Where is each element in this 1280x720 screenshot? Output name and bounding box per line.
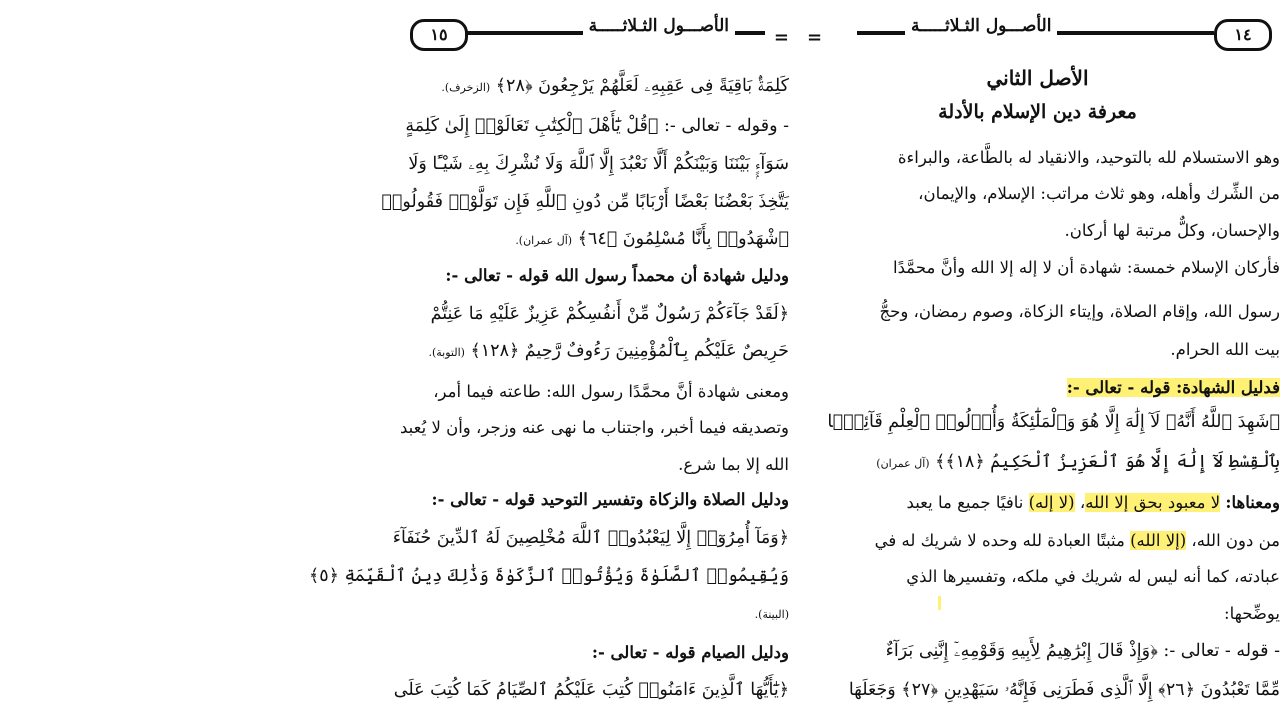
section-title: الأصل الثاني xyxy=(986,66,1089,90)
verse-line-2-text: بِٱلْقِسْطِ لَآ إِلَٰهَ إِلَّا هُوَ ٱلْعَزِيزُ ٱلْحَكِيمُ ﴿١٨﴾﴾ xyxy=(935,452,1280,472)
verse-line-1: ﴿شَهِدَ ٱللَّهُ أَنَّهُۥ لَآ إِلَٰهَ إِلَّا هُوَ وَٱلْمَلَٰٓئِكَةُ وَأُو۟لُوا۟ ٱلْعِلْمِ قَآئِمًۢا xyxy=(827,412,1280,432)
left-line-8 xyxy=(428,341,789,361)
left-line-9: ومعنى شهادة أنَّ محمَّدًا رسول الله: طاعته فيما أمر، xyxy=(433,382,789,401)
right-page xyxy=(795,0,1280,720)
right-page-header xyxy=(795,14,1280,50)
left-line-3: سَوَآءٍۭ بَيْنَنَا وَبَيْنَكُمْ أَلَّا نَعْبُدَ إِلَّا ٱللَّهَ وَلَا نُشْرِكَ بِهِۦ شَيْـًٔا وَلَا xyxy=(408,154,789,174)
left-line-1-text: كَلِمَةًۢ بَاقِيَةً فِى عَقِبِهِۦ لَعَلَّهُمْ يَرْجِعُونَ ﴿٢٨﴾ xyxy=(495,76,789,96)
left-line-1-ref: (الزخرف). xyxy=(441,81,491,94)
meaning-highlight-3: (إلا الله) xyxy=(1130,531,1187,550)
left-line-8-text: حَرِيصٌ عَلَيْكُم بِٱلْمُؤْمِنِينَ رَءُوفٌ رَّحِيمٌ ﴿١٢٨﴾ xyxy=(470,341,789,361)
verse-line-3: - قوله - تعالى -: ﴿وَإِذْ قَالَ إِبْرَٰهِيمُ لِأَبِيهِ وَقَوْمِهِۦٓ إِنَّنِى بَرَآءٌ xyxy=(885,641,1280,661)
verse-line-4: مِّمَّا تَعْبُدُونَ ﴿٢٦﴾ إِلَّا ٱلَّذِى فَطَرَنِى فَإِنَّهُۥ سَيَهْدِينِ ﴿٢٧﴾ وَجَعَلَهَا xyxy=(848,680,1280,700)
left-line-15: ودليل الصيام قوله - تعالى -: xyxy=(591,643,789,662)
header-ornament: = xyxy=(807,27,823,48)
left-line-7: ﴿لَقَدْ جَآءَكُمْ رَسُولٌ مِّنْ أَنفُسِكُمْ عَزِيزٌ عَلَيْهِ مَا عَنِتُّمْ xyxy=(430,304,789,324)
left-line-4: يَتَّخِذَ بَعْضُنَا بَعْضًا أَرْبَابًا مِّن دُونِ ٱللَّهِ فَإِن تَوَلَّوْا۟ فَقُولُوا۟ xyxy=(381,192,789,212)
meaning-line-1: ومعناها: لا معبود بحق إلا الله، (لا إله) نافيًا جميع ما يعبد xyxy=(906,493,1280,512)
left-line-8-ref: (التوبة). xyxy=(428,346,465,359)
left-page-header xyxy=(400,14,795,50)
paragraph-line-4: فأركان الإسلام خمسة: شهادة أن لا إله إلا الله وأنَّ محمَّدًا xyxy=(893,258,1280,277)
meaning-highlight-1: لا معبود بحق إلا الله xyxy=(1085,493,1221,512)
meaning-line-3: عبادته، كما أنه ليس له شريك في ملكه، وتفسيرها الذي xyxy=(906,567,1280,586)
right-running-title: الأصـــول الثـلاثـــــة xyxy=(905,16,1057,36)
evidence-label-highlight: فدليل الشهادة: قوله - تعالى -: xyxy=(1066,378,1280,397)
left-line-11: الله إلا بما شرع. xyxy=(678,455,789,474)
left-line-5-ref: (آل عمران). xyxy=(515,234,573,247)
left-line-6: ودليل شهادة أن محمداً رسول الله قوله - تعالى -: xyxy=(445,266,789,285)
meaning-line-2 xyxy=(875,531,1280,550)
left-line-2: - وقوله - تعالى -: ﴿قُلْ يَٰٓأَهْلَ ٱلْكِتَٰبِ تَعَالَوْا۟ إِلَىٰ كَلِمَةٍ xyxy=(405,116,789,136)
verse-line-2 xyxy=(876,452,1280,472)
left-running-title: الأصـــول الثـلاثـــــة xyxy=(583,16,735,36)
left-page-number: ١٥ xyxy=(410,19,468,51)
left-line-10: وتصديقه فيما أخبر، واجتناب ما نهى عنه وزجر، وأن لا يُعبد xyxy=(400,418,789,437)
left-line-14: وَيُقِيمُوا۟ ٱلصَّلَوٰةَ وَيُؤْتُوا۟ ٱلزَّكَوٰةَ وَذَٰلِكَ دِينُ ٱلْقَيِّمَةِ ﴿٥﴾ xyxy=(308,566,789,586)
left-line-5 xyxy=(515,229,789,249)
highlighter-mark xyxy=(938,596,941,610)
meaning-line-2b: مثبتًا العبادة لله وحده لا شريك له في xyxy=(874,531,1125,550)
paragraph-line-5: رسول الله، وإقام الصلاة، وإيتاء الزكاة، وصوم رمضان، وحجُّ xyxy=(879,302,1280,321)
verse-reference: (آل عمران) xyxy=(876,457,930,470)
meaning-line-2a: من دون الله، xyxy=(1191,531,1280,550)
left-line-16: ﴿يَٰٓأَيُّهَا ٱلَّذِينَ ءَامَنُوا۟ كُتِبَ عَلَيْكُمُ ٱلصِّيَامُ كَمَا كُتِبَ عَلَى xyxy=(393,680,789,700)
left-line-13: ﴿وَمَآ أُمِرُوٓا۟ إِلَّا لِيَعْبُدُوا۟ ٱللَّهَ مُخْلِصِينَ لَهُ ٱلدِّينَ حُنَفَآءَ xyxy=(392,528,789,548)
paragraph-line-6: بيت الله الحرام. xyxy=(1170,340,1280,359)
paragraph-line-1: وهو الاستسلام لله بالتوحيد، والانقياد له بالطَّاعة، والبراءة xyxy=(897,148,1280,167)
header-ornament: = xyxy=(773,27,789,48)
evidence-label xyxy=(1067,378,1280,397)
left-line-14-ref: (البينة). xyxy=(754,608,789,621)
left-line-1 xyxy=(441,76,789,96)
section-subtitle: معرفة دين الإسلام بالأدلة xyxy=(938,101,1137,123)
meaning-highlight-2: (لا إله) xyxy=(1028,493,1075,512)
meaning-rest-1: نافيًا جميع ما يعبد xyxy=(906,493,1024,512)
meaning-label: ومعناها: xyxy=(1225,493,1280,512)
paragraph-line-3: والإحسان، وكلٌّ مرتبة لها أركان. xyxy=(1064,221,1280,240)
left-line-5-text: ٱشْهَدُوا۟ بِأَنَّا مُسْلِمُونَ ﴿٦٤﴾ xyxy=(577,229,789,249)
left-page xyxy=(308,0,795,720)
paragraph-line-2: من الشِّرك وأهله، وهو ثلاث مراتب: الإسلام، والإيمان، xyxy=(918,184,1280,203)
meaning-line-4: يوضِّحها: xyxy=(1224,604,1280,623)
right-page-number: ١٤ xyxy=(1214,19,1272,51)
left-line-12: ودليل الصلاة والزكاة وتفسير التوحيد قوله - تعالى -: xyxy=(431,490,789,509)
